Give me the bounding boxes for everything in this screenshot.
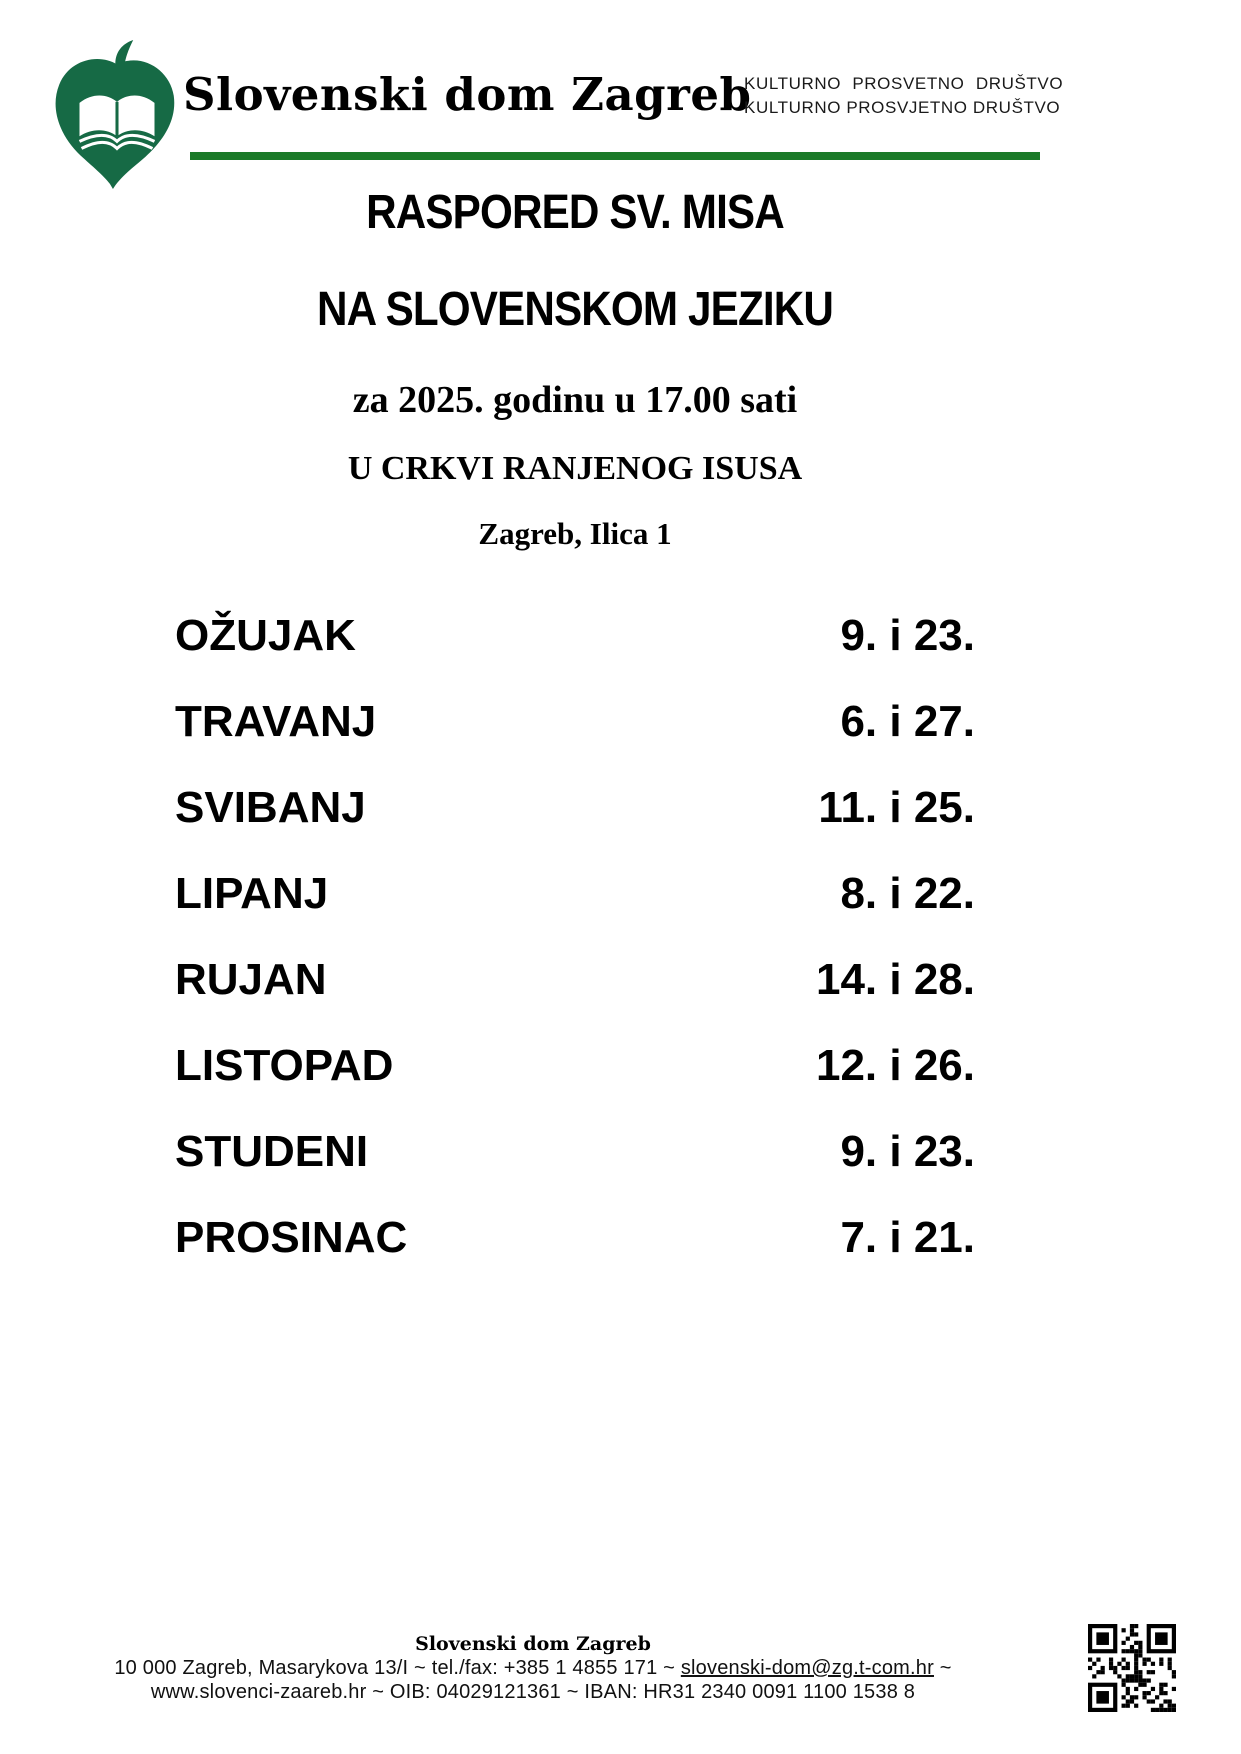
subtitle-line-1: KULTURNO PROSVETNO DRUŠTVO <box>744 74 1064 93</box>
month-label: STUDENI <box>175 1127 369 1176</box>
header-divider <box>190 152 1040 160</box>
mass-dates: 6. i 27. <box>840 697 975 746</box>
month-label: RUJAN <box>175 955 327 1004</box>
org-subtitles <box>744 72 1064 120</box>
footer <box>0 1632 1066 1704</box>
footer-address-suffix: ~ <box>933 1657 952 1679</box>
main-title-line-1: RASPORED SV. MISA <box>366 186 784 239</box>
leaf-book-logo <box>46 40 188 190</box>
footer-ids-line: www.slovenci-zaareb.hr ~ OIB: 04029121361 ~ IBAN: HR31 2340 0091 1100 1538 8 <box>150 1681 916 1703</box>
schedule-row <box>175 612 975 660</box>
footer-contact-line <box>0 1656 1066 1680</box>
schedule-row <box>175 870 975 918</box>
schedule-row <box>175 784 975 832</box>
email-link[interactable]: slovenski-dom@zg.t-com.hr <box>680 1657 934 1679</box>
month-label: LISTOPAD <box>175 1041 394 1090</box>
mass-dates: 11. i 25. <box>818 783 975 832</box>
month-label: OŽUJAK <box>175 611 356 660</box>
mass-dates: 7. i 21. <box>840 1213 975 1262</box>
schedule-row <box>175 1128 975 1176</box>
mass-dates: 8. i 22. <box>840 869 975 918</box>
schedule-row <box>175 698 975 746</box>
org-name-header: Slovenski dom Zagreb <box>183 68 752 121</box>
schedule-row <box>175 1214 975 1262</box>
mass-schedule <box>175 612 975 1262</box>
schedule-row <box>175 1042 975 1090</box>
subtitle-line-2: KULTURNO PROSVJETNO DRUŠTVO <box>744 98 1061 117</box>
month-label: PROSINAC <box>175 1213 408 1262</box>
main-title-line-2: NA SLOVENSKOM JEZIKU <box>317 283 833 336</box>
schedule-row <box>175 956 975 1004</box>
qr-code <box>1088 1624 1176 1712</box>
mass-dates: 12. i 26. <box>815 1041 975 1090</box>
mass-dates: 9. i 23. <box>840 611 975 660</box>
month-label: TRAVANJ <box>175 697 377 746</box>
mass-dates: 14. i 28. <box>815 955 975 1004</box>
address-line: Zagreb, Ilica 1 <box>478 516 672 551</box>
church-line: U CRKVI RANJENOG ISUSA <box>347 450 803 487</box>
footer-address: 10 000 Zagreb, Masarykova 13/I ~ tel./fax: +385 1 4855 171 ~ <box>114 1657 681 1679</box>
org-name-footer: Slovenski dom Zagreb <box>415 1633 651 1655</box>
mass-dates: 9. i 23. <box>840 1127 975 1176</box>
month-label: SVIBANJ <box>175 783 366 832</box>
year-time-line: za 2025. godinu u 17.00 sati <box>352 379 798 421</box>
month-label: LIPANJ <box>175 869 329 918</box>
